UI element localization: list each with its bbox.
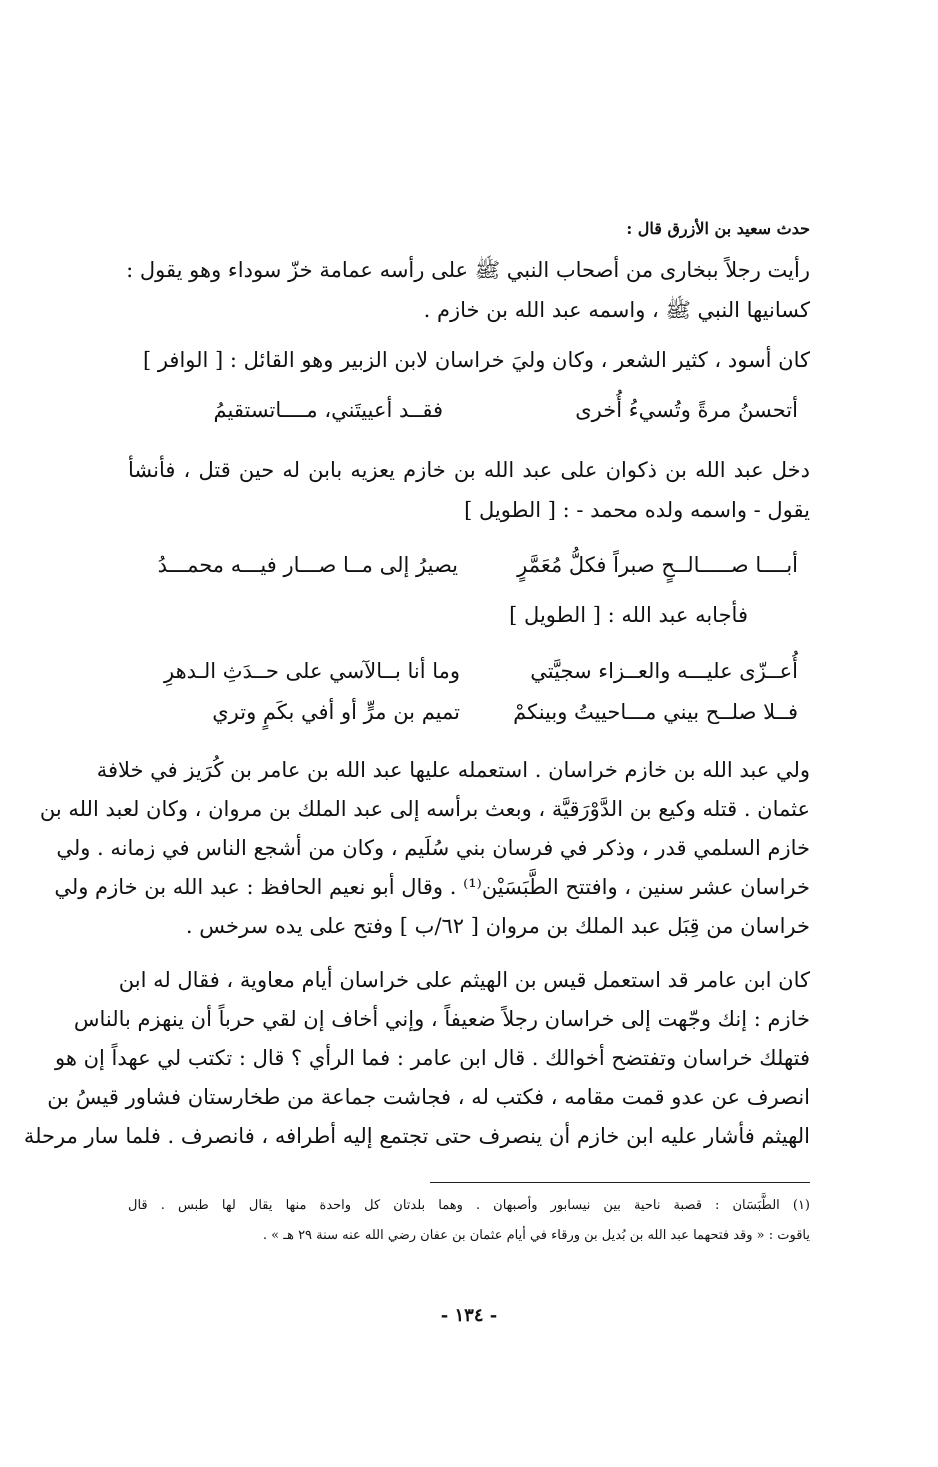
verse-hemistich-right: أُعــزّى عليـــه والعــزاء سجيَّتي bbox=[530, 659, 798, 683]
paragraph-line: يقول - واسمه ولده محمد - : [ الطويل ] bbox=[464, 498, 810, 522]
paragraph-line: انصرف عن عدو قمت مقامه ، فكتب له ، فجاشت جماعة من طخارستان فشاور قيسُ بن bbox=[47, 1085, 810, 1109]
verse-hemistich-right: أتحسنُ مرةً وتُسيءُ أُخرى bbox=[575, 398, 798, 422]
verse-hemistich-left: يصيرُ إلى مــا صـــار فيـــه محمـــدُ bbox=[157, 553, 458, 577]
verse-hemistich-left: تميم بن مرٍّ أو أفي بكَمٍ وتري bbox=[212, 700, 460, 724]
verse-hemistich-left: فقــد أعييتَني، مــــاتستقيمُ bbox=[213, 398, 443, 422]
page-number: - ١٣٤ - bbox=[440, 1305, 498, 1326]
paragraph-line: عثمان . قتله وكيع بن الدَّوْرَقيَّة ، وبعث برأسه إلى عبد الملك بن مروان ، وكان لعبد الله بن bbox=[39, 797, 810, 821]
footnote-separator bbox=[430, 1182, 810, 1183]
paragraph-line: رأيت رجلاً ببخارى من أصحاب النبي ﷺ على رأسه عمامة خزّ سوداء وهو يقول : bbox=[126, 258, 810, 282]
footnote-line: (١) الطَّبَسَان : قصبة ناحية بين نيسابور وأصبهان . وهما بلدتان كل واحدة منها يقال لها طبس . قال bbox=[128, 1198, 810, 1213]
paragraph-line: كسانيها النبي ﷺ ، واسمه عبد الله بن خازم . bbox=[423, 298, 810, 322]
paragraph-line: كان أسود ، كثير الشعر ، وكان وليَ خراسان لابن الزبير وهو القائل : [ الوافر ] bbox=[142, 348, 810, 372]
paragraph-line: خازم السلمي قدر ، وذكر في فرسان بني سُلَيم ، وكان من أشجع الناس في زمانه . ولي bbox=[56, 836, 810, 860]
verse-hemistich-left: وما أنا بــالآسي على حــدَثِ الـدهرِ bbox=[164, 659, 460, 683]
paragraph-line: فأجابه عبد الله : [ الطويل ] bbox=[509, 603, 748, 627]
paragraph-line: كان ابن عامر قد استعمل قيس بن الهيثم على خراسان أيام معاوية ، فقال له ابن bbox=[118, 968, 810, 992]
narration-chain: حدث سعيد بن الأزرق قال : bbox=[626, 219, 810, 238]
paragraph-line: خازم : إنك وجّهت إلى خراسان رجلاً ضعيفاً ، وإني أخاف إن لقي حرباً أن ينهزم بالناس bbox=[73, 1007, 810, 1031]
verse-hemistich-right: أبــــا صـــــالــحٍ صبراً فكلُّ مُعَمَّرٍ bbox=[517, 553, 798, 577]
paragraph-line: فتهلك خراسان وتفتضح أخوالك . قال ابن عامر : فما الرأي ؟ قال : تكتب لي عهداً إن هو bbox=[55, 1046, 810, 1070]
paragraph-line: خراسان عشر سنين ، وافتتح الطَّبَسَيْن⁽¹⁾ . وقال أبو نعيم الحافظ : عبد الله بن خازم ولي bbox=[54, 875, 810, 899]
verse-hemistich-right: فــلا صلــح بيني مـــاحييتُ وبينكمْ bbox=[513, 700, 798, 724]
paragraph-line: ولي عبد الله بن خازم خراسان . استعمله عليها عبد الله بن عامر بن كُرَيز في خلافة bbox=[96, 758, 810, 782]
paragraph-line: دخل عبد الله بن ذكوان على عبد الله بن خازم يعزيه بابن له حين قتل ، فأنشأ bbox=[128, 458, 810, 482]
paragraph-line: الهيثم فأشار عليه ابن خازم أن ينصرف حتى تجتمع إليه أطرافه ، فانصرف . فلما سار مرحلة bbox=[23, 1124, 810, 1148]
footnote-line: ياقوت : « وقد فتحهما عبد الله بن بُديل بن ورقاء في أيام عثمان بن عفان رضي الله عنه سنة ٢٩ هـ » . bbox=[262, 1228, 810, 1243]
paragraph-line: خراسان من قِبَل عبد الملك بن مروان [ ٦٢/ب ] وفتح على يده سرخس . bbox=[185, 914, 810, 938]
